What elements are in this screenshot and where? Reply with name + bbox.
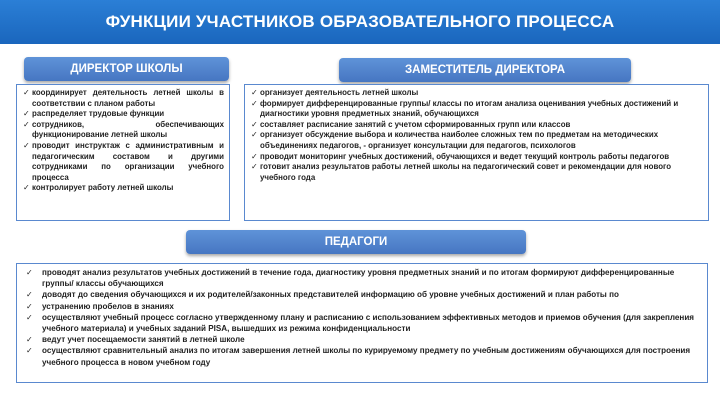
check-icon: ✓ [251, 162, 258, 172]
check-icon: ✓ [23, 140, 30, 150]
teachers-functions-box [16, 263, 708, 383]
title-bar [0, 0, 720, 44]
list-item [22, 120, 224, 141]
list-item-text: готовит анализ результатов работы летней школы на педагогический совет и рекомендации для нового учебного года [260, 162, 672, 182]
check-icon: ✓ [251, 119, 258, 129]
list-item-text: составляет расписание занятий с учетом сформированных групп или классов [260, 119, 571, 129]
check-icon: ✓ [26, 335, 33, 345]
check-icon: ✓ [23, 88, 30, 97]
deputy-functions-box [244, 84, 709, 221]
page-title: ФУНКЦИИ УЧАСТНИКОВ ОБРАЗОВАТЕЛЬНОГО ПРОЦЕССА [105, 12, 615, 31]
list-item-text: контролирует работу летней школы [32, 183, 174, 193]
list-item [22, 141, 224, 183]
check-icon: ✓ [251, 98, 258, 108]
list-item [22, 301, 702, 312]
list-item-text: проводит мониторинг учебных достижений, обучающихся и ведет текущий контроль работы педагогов [260, 151, 670, 161]
list-item [22, 345, 702, 367]
list-item-text: устранению пробелов в знаниях [42, 301, 174, 311]
list-item-text: организует обсуждение выбора и количества наиболее сложных тем по предметам на методических объединениях педагогов, - организует консультации для педагогов, психологов [260, 130, 659, 150]
check-icon: ✓ [26, 346, 33, 356]
list-item-text: ведут учет посещаемости занятий в летней школе [42, 335, 245, 345]
deputy-functions-list [250, 88, 703, 183]
check-icon: ✓ [251, 151, 258, 161]
check-icon: ✓ [26, 312, 33, 322]
director-functions-list [22, 88, 224, 194]
list-item [250, 152, 703, 163]
teachers-functions-list [22, 267, 702, 368]
list-item [22, 183, 224, 194]
list-item-text: распределяет трудовые функции [32, 109, 165, 119]
check-icon: ✓ [26, 268, 33, 277]
list-item [22, 109, 224, 120]
list-item [22, 88, 224, 109]
teachers-label: ПЕДАГОГИ [186, 230, 526, 254]
list-item-text: сотрудников, обеспечивающих функционирование летней школы [32, 119, 224, 140]
list-item-text: проводят анализ результатов учебных достижений в течение года, диагностику уровня предметных знаний и по итогам формируют дифференцированные группы/ классы обучающихся [42, 268, 675, 289]
list-item [22, 289, 702, 300]
list-item [22, 267, 702, 289]
list-item [22, 334, 702, 345]
check-icon: ✓ [23, 119, 30, 129]
list-item [250, 130, 703, 151]
list-item-text: координирует деятельность летней школы в соответствии с планом работы [32, 88, 224, 108]
list-item [22, 312, 702, 334]
check-icon: ✓ [251, 88, 258, 97]
list-item-text: организует деятельность летней школы [260, 88, 419, 97]
list-item [250, 120, 703, 131]
check-icon: ✓ [23, 109, 30, 119]
check-icon: ✓ [23, 183, 30, 193]
list-item [250, 88, 703, 99]
list-item-text: осуществляют учебный процесс согласно утвержденному плану и расписанию с использованием эффективных методов и приемов обучения (для закрепления учебного материала) и учебных заданий PISA, вышедших из режима конфиденциальности [42, 312, 695, 334]
check-icon: ✓ [26, 301, 33, 311]
list-item [250, 162, 703, 183]
check-icon: ✓ [26, 290, 33, 300]
list-item [250, 99, 703, 120]
director-functions-box [16, 84, 230, 221]
director-label: ДИРЕКТОР ШКОЛЫ [24, 57, 229, 81]
list-item-text: формирует дифференцированные группы/ классы по итогам анализа оценивания учебных достижений и диагностики уровня предметных знаний, обучающихся [260, 98, 679, 119]
list-item-text: осуществляют сравнительный анализ по итогам завершения летней школы по курируемому предмету по учебным достижениям обучающихся для построения учебного процесса в новом учебном году [42, 346, 691, 367]
list-item-text: доводят до сведения обучающихся и их родителей/законных представителей информацию об уровне учебных достижений и план работы по [42, 290, 619, 300]
deputy-label: ЗАМЕСТИТЕЛЬ ДИРЕКТОРА [339, 58, 631, 82]
check-icon: ✓ [251, 130, 258, 140]
list-item-text: проводит инструктаж с административным и педагогическим составом и другими сотрудниками по организации учебного процесса [32, 140, 224, 182]
